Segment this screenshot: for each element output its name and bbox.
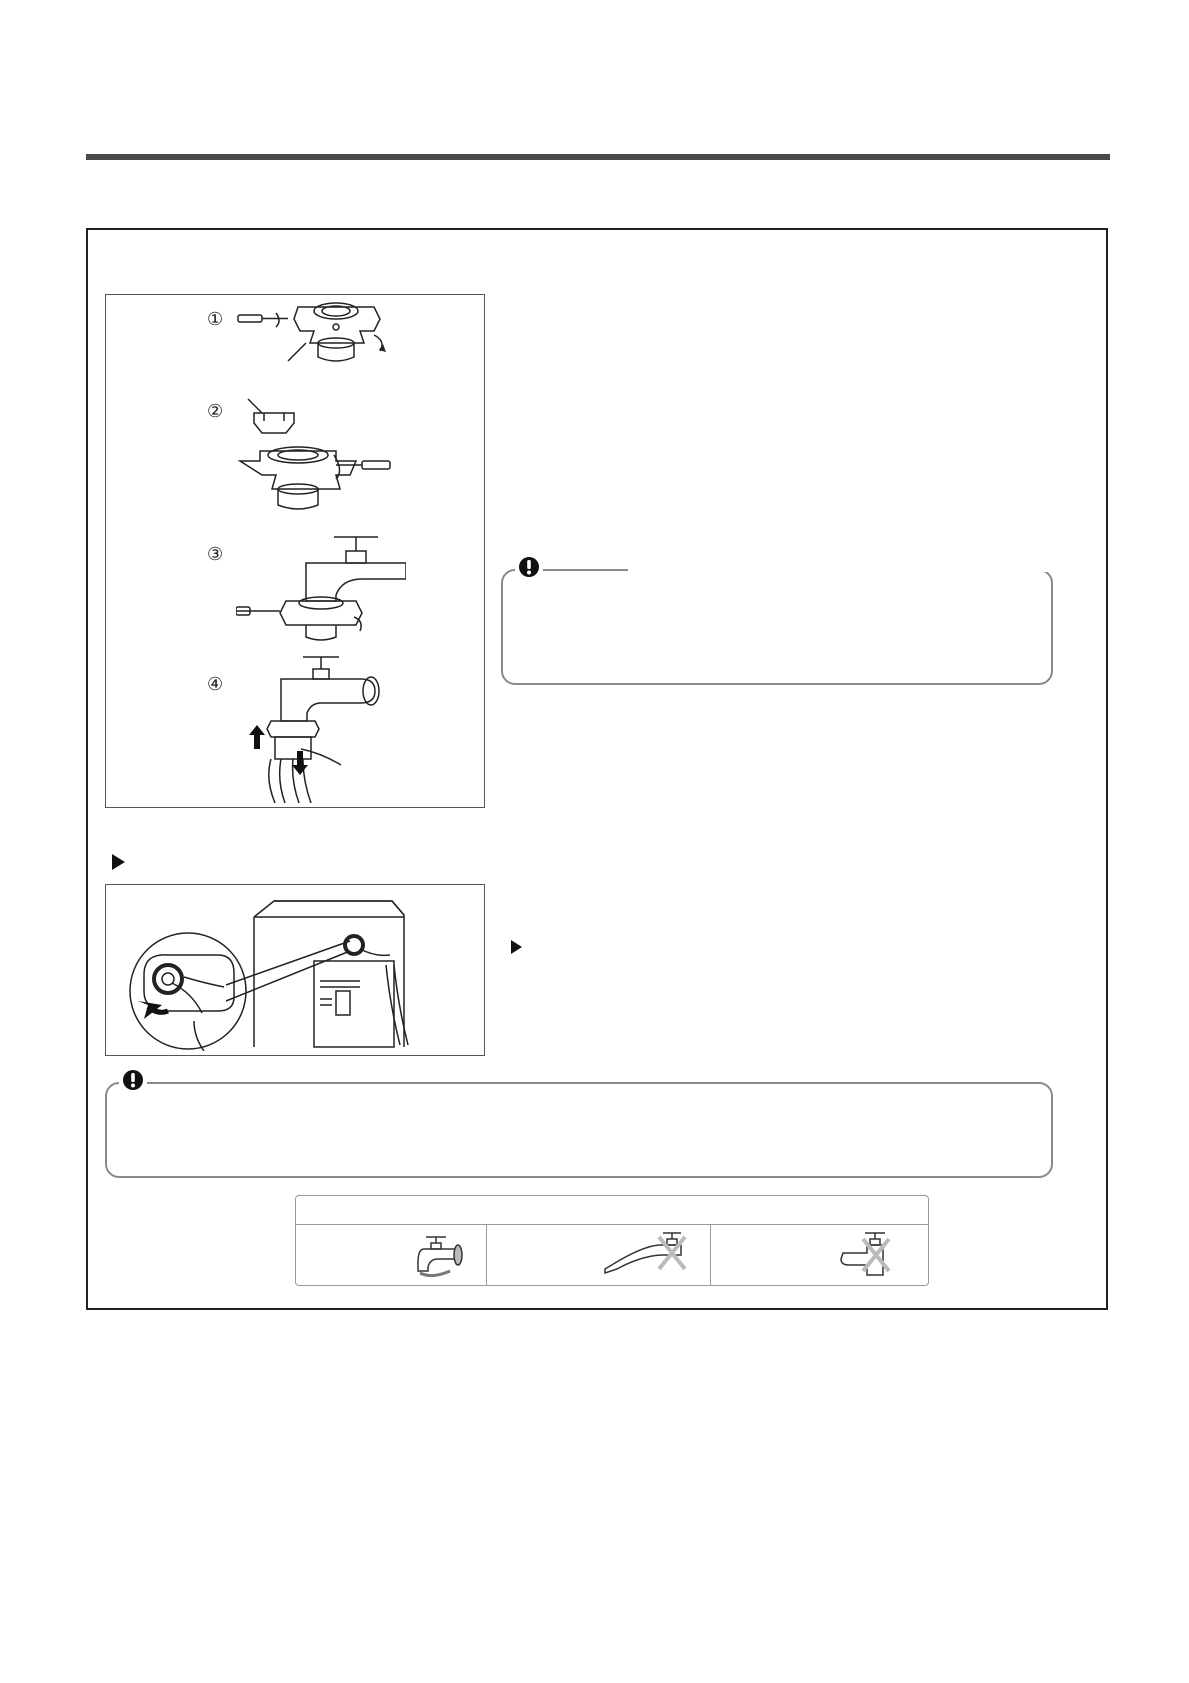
- caution-note-1-header-line: [628, 568, 1053, 572]
- triangle-bullet-icon: [511, 940, 522, 954]
- step-4-number: ④: [207, 674, 224, 694]
- tap-type-table: [295, 1195, 929, 1286]
- header-rule: [86, 154, 1110, 160]
- step-1-number: ①: [207, 309, 224, 329]
- washer-back-hose-illustration: [114, 891, 474, 1051]
- exclamation-icon: [122, 1069, 144, 1091]
- tap-flat-spout-icon: [835, 1229, 895, 1279]
- step-3-number: ③: [207, 544, 224, 564]
- triangle-bullet-icon: [112, 854, 125, 870]
- caution-note-2: [105, 1082, 1053, 1178]
- step-1-connector-illustration: [236, 295, 396, 385]
- step-2-connector-illustration: [236, 395, 396, 530]
- step-3-tap-illustration: [236, 533, 406, 643]
- tap-cell-round-spout: [296, 1225, 486, 1285]
- tap-long-spout-icon: [601, 1229, 691, 1279]
- tap-round-spout-icon: [414, 1233, 464, 1277]
- washer-hose-connection-panel: [105, 884, 485, 1056]
- tap-connector-steps-panel: [105, 294, 485, 808]
- tap-table-header: [296, 1196, 928, 1225]
- caution-note-1: [501, 569, 1053, 685]
- instruction-frame: [86, 228, 1108, 1310]
- step-4-hose-attach-illustration: [241, 653, 391, 803]
- exclamation-icon: [518, 556, 540, 578]
- tap-cell-flat-spout: [710, 1225, 929, 1285]
- step-2-number: ②: [207, 401, 224, 421]
- tap-cell-long-spout: [486, 1225, 711, 1285]
